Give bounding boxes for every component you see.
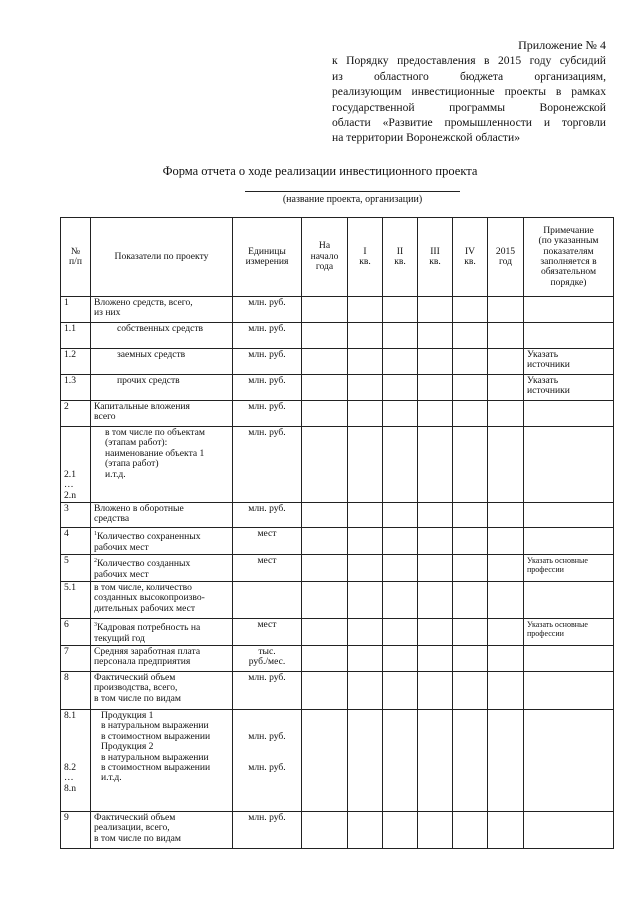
value-cell[interactable] xyxy=(383,812,418,849)
value-cell[interactable] xyxy=(453,375,488,401)
row-number: 2 xyxy=(61,401,91,427)
value-cell[interactable] xyxy=(488,503,524,528)
value-cell[interactable] xyxy=(383,619,418,646)
table-row xyxy=(61,619,614,646)
value-cell[interactable] xyxy=(302,812,348,849)
row-unit: млн. руб. xyxy=(233,427,302,503)
row-unit: мест xyxy=(233,619,302,646)
row-note xyxy=(524,528,614,555)
appendix-line: государственной программы Воронежской xyxy=(332,100,606,114)
row-number: 1.1 xyxy=(61,323,91,349)
value-cell[interactable] xyxy=(383,528,418,555)
row-note: Указать основные профессии xyxy=(524,555,614,582)
row-note xyxy=(524,646,614,672)
row-unit: мест xyxy=(233,555,302,582)
report-table xyxy=(60,217,614,849)
row-indicator: прочих средств xyxy=(91,375,233,401)
value-cell[interactable] xyxy=(348,555,383,582)
value-cell[interactable] xyxy=(348,375,383,401)
value-cell[interactable] xyxy=(348,619,383,646)
row-indicator: заемных средств xyxy=(91,349,233,375)
header-q4: IV кв. xyxy=(453,218,488,297)
row-indicator: Продукция 1 в натуральном выражении в стоимостном выражении Продукция 2 в натуральном выражении в стоимостном выражении и.т.д. xyxy=(91,710,233,812)
project-name-caption: (название проекта, организации) xyxy=(282,194,423,205)
footnote-marker: 1 xyxy=(94,531,97,537)
row-number: 9 xyxy=(61,812,91,849)
value-cell[interactable] xyxy=(383,672,418,710)
value-cell[interactable] xyxy=(453,710,488,812)
row-indicator-text: Количество созданных рабочих мест xyxy=(94,558,191,580)
value-cell[interactable] xyxy=(488,401,524,427)
value-cell[interactable] xyxy=(488,427,524,503)
value-cell[interactable] xyxy=(383,375,418,401)
table-row xyxy=(61,297,614,323)
value-cell[interactable] xyxy=(453,619,488,646)
value-cell[interactable] xyxy=(488,672,524,710)
header-q2: II кв. xyxy=(383,218,418,297)
value-cell[interactable] xyxy=(348,401,383,427)
table-row xyxy=(61,375,614,401)
value-cell[interactable] xyxy=(302,672,348,710)
row-number: 8.1 8.2 … 8.n xyxy=(61,710,91,812)
row-note xyxy=(524,503,614,528)
row-indicator xyxy=(91,528,233,555)
row-indicator: Средняя заработная плата персонала предприятия xyxy=(91,646,233,672)
value-cell[interactable] xyxy=(453,812,488,849)
row-note xyxy=(524,427,614,503)
row-indicator xyxy=(91,555,233,582)
row-number: 7 xyxy=(61,646,91,672)
value-cell[interactable] xyxy=(302,619,348,646)
row-unit: млн. руб. xyxy=(233,323,302,349)
value-cell[interactable] xyxy=(418,349,453,375)
value-cell[interactable] xyxy=(348,503,383,528)
value-cell[interactable] xyxy=(418,427,453,503)
row-indicator: Капитальные вложения всего xyxy=(91,401,233,427)
value-cell[interactable] xyxy=(453,323,488,349)
row-unit: млн. руб. xyxy=(233,297,302,323)
value-cell[interactable] xyxy=(453,401,488,427)
value-cell[interactable] xyxy=(418,528,453,555)
value-cell[interactable] xyxy=(383,710,418,812)
table-row xyxy=(61,401,614,427)
row-unit: мест xyxy=(233,528,302,555)
value-cell[interactable] xyxy=(302,401,348,427)
value-cell[interactable] xyxy=(418,297,453,323)
value-cell[interactable] xyxy=(348,349,383,375)
value-cell[interactable] xyxy=(348,812,383,849)
table-row xyxy=(61,672,614,710)
row-note xyxy=(524,323,614,349)
table-row xyxy=(61,555,614,582)
row-note: Указать основные профессии xyxy=(524,619,614,646)
value-cell[interactable] xyxy=(488,582,524,619)
value-cell[interactable] xyxy=(302,555,348,582)
footnote-marker: 3 xyxy=(94,622,97,628)
row-number: 8 xyxy=(61,672,91,710)
row-note xyxy=(524,812,614,849)
row-number: 3 xyxy=(61,503,91,528)
row-note: Указать источники xyxy=(524,349,614,375)
project-name-line xyxy=(245,191,460,192)
value-cell[interactable] xyxy=(383,503,418,528)
value-cell[interactable] xyxy=(302,297,348,323)
value-cell[interactable] xyxy=(453,503,488,528)
value-cell[interactable] xyxy=(302,528,348,555)
header-note: Примечание (по указанным показателям заполняется в обязательном порядке) xyxy=(524,218,614,297)
table-row xyxy=(61,528,614,555)
value-cell[interactable] xyxy=(488,812,524,849)
value-cell[interactable] xyxy=(302,349,348,375)
row-unit: млн. руб. xyxy=(233,349,302,375)
value-cell[interactable] xyxy=(348,427,383,503)
table-row xyxy=(61,427,614,503)
value-cell[interactable] xyxy=(383,555,418,582)
form-title: Форма отчета о ходе реализации инвестиционного проекта xyxy=(162,164,478,178)
table-row xyxy=(61,710,614,812)
value-cell[interactable] xyxy=(453,672,488,710)
value-cell[interactable] xyxy=(488,619,524,646)
value-cell[interactable] xyxy=(302,427,348,503)
row-note xyxy=(524,672,614,710)
row-note xyxy=(524,401,614,427)
value-cell[interactable] xyxy=(488,528,524,555)
appendix-line: области «Развитие промышленности и торговли xyxy=(332,116,606,130)
appendix-header xyxy=(332,38,606,146)
value-cell[interactable] xyxy=(418,582,453,619)
value-cell[interactable] xyxy=(348,582,383,619)
value-cell[interactable] xyxy=(488,349,524,375)
header-year: 2015 год xyxy=(488,218,524,297)
table-header-row xyxy=(61,218,614,297)
table-row xyxy=(61,349,614,375)
row-number: 2.1 … 2.n xyxy=(61,427,91,503)
table-row xyxy=(61,323,614,349)
value-cell[interactable] xyxy=(488,323,524,349)
appendix-title: Приложение № 4 xyxy=(518,38,606,52)
row-unit: млн. руб. xyxy=(233,672,302,710)
table-row xyxy=(61,503,614,528)
row-unit: млн. руб. xyxy=(233,503,302,528)
value-cell[interactable] xyxy=(453,555,488,582)
value-cell[interactable] xyxy=(302,323,348,349)
row-indicator: Фактический объем производства, всего, в том числе по видам xyxy=(91,672,233,710)
appendix-line: на территории Воронежской области» xyxy=(332,131,520,145)
value-cell[interactable] xyxy=(418,555,453,582)
value-cell[interactable] xyxy=(383,401,418,427)
value-cell[interactable] xyxy=(453,528,488,555)
value-cell[interactable] xyxy=(453,349,488,375)
appendix-line: к Порядку предоставления в 2015 году субсидий xyxy=(332,54,606,68)
row-number: 6 xyxy=(61,619,91,646)
header-start: На начало года xyxy=(302,218,348,297)
value-cell[interactable] xyxy=(302,503,348,528)
header-q1: I кв. xyxy=(348,218,383,297)
value-cell[interactable] xyxy=(488,297,524,323)
value-cell[interactable] xyxy=(348,710,383,812)
row-unit: млн. руб. xyxy=(233,812,302,849)
value-cell[interactable] xyxy=(488,375,524,401)
row-unit xyxy=(233,582,302,619)
value-cell[interactable] xyxy=(348,672,383,710)
row-number: 5 xyxy=(61,555,91,582)
value-cell[interactable] xyxy=(302,646,348,672)
value-cell[interactable] xyxy=(418,646,453,672)
table-row xyxy=(61,812,614,849)
value-cell[interactable] xyxy=(383,427,418,503)
row-indicator: Фактический объем реализации, всего, в том числе по видам xyxy=(91,812,233,849)
row-unit: тыс. руб./мес. xyxy=(233,646,302,672)
value-cell[interactable] xyxy=(418,672,453,710)
footnote-marker: 2 xyxy=(94,558,97,564)
row-note xyxy=(524,297,614,323)
appendix-line: реализующим инвестиционные проекты в рамках xyxy=(332,85,606,99)
header-num: № п/п xyxy=(61,218,91,297)
value-cell[interactable] xyxy=(302,710,348,812)
table-row xyxy=(61,646,614,672)
row-unit: млн. руб. xyxy=(233,401,302,427)
row-number: 4 xyxy=(61,528,91,555)
row-indicator xyxy=(91,619,233,646)
value-cell[interactable] xyxy=(488,710,524,812)
value-cell[interactable] xyxy=(348,323,383,349)
row-indicator: в том числе по объектам (этапам работ): наименование объекта 1 (этапа работ) и.т.д. xyxy=(91,427,233,503)
row-indicator: Вложено средств, всего, из них xyxy=(91,297,233,323)
value-cell[interactable] xyxy=(418,401,453,427)
value-cell[interactable] xyxy=(383,349,418,375)
value-cell[interactable] xyxy=(418,375,453,401)
value-cell[interactable] xyxy=(383,297,418,323)
value-cell[interactable] xyxy=(418,503,453,528)
value-cell[interactable] xyxy=(453,427,488,503)
row-unit: млн. руб. млн. руб. xyxy=(233,710,302,812)
value-cell[interactable] xyxy=(453,297,488,323)
row-number: 1.3 xyxy=(61,375,91,401)
header-units: Единицы измерения xyxy=(233,218,302,297)
row-indicator: в том числе, количество созданных высокопроизво- дительных рабочих мест xyxy=(91,582,233,619)
value-cell[interactable] xyxy=(383,646,418,672)
header-q3: III кв. xyxy=(418,218,453,297)
value-cell[interactable] xyxy=(418,812,453,849)
row-indicator-text: Количество сохраненных рабочих мест xyxy=(94,531,201,553)
value-cell[interactable] xyxy=(383,323,418,349)
value-cell[interactable] xyxy=(302,375,348,401)
value-cell[interactable] xyxy=(348,528,383,555)
row-indicator-text: Кадровая потребность на текущий год xyxy=(94,622,201,644)
row-note: Указать источники xyxy=(524,375,614,401)
value-cell[interactable] xyxy=(418,323,453,349)
row-unit: млн. руб. xyxy=(233,375,302,401)
value-cell[interactable] xyxy=(348,297,383,323)
value-cell[interactable] xyxy=(453,646,488,672)
row-indicator: собственных средств xyxy=(91,323,233,349)
value-cell[interactable] xyxy=(488,646,524,672)
row-number: 1.2 xyxy=(61,349,91,375)
value-cell[interactable] xyxy=(418,710,453,812)
row-indicator: Вложено в оборотные средства xyxy=(91,503,233,528)
header-indicators: Показатели по проекту xyxy=(91,218,233,297)
row-note xyxy=(524,582,614,619)
value-cell[interactable] xyxy=(453,582,488,619)
value-cell[interactable] xyxy=(348,646,383,672)
row-number: 1 xyxy=(61,297,91,323)
value-cell[interactable] xyxy=(418,619,453,646)
row-note xyxy=(524,710,614,812)
appendix-line: из областного бюджета организациям, xyxy=(332,69,606,83)
table-row xyxy=(61,582,614,619)
value-cell[interactable] xyxy=(383,582,418,619)
row-number: 5.1 xyxy=(61,582,91,619)
value-cell[interactable] xyxy=(488,555,524,582)
value-cell[interactable] xyxy=(302,582,348,619)
